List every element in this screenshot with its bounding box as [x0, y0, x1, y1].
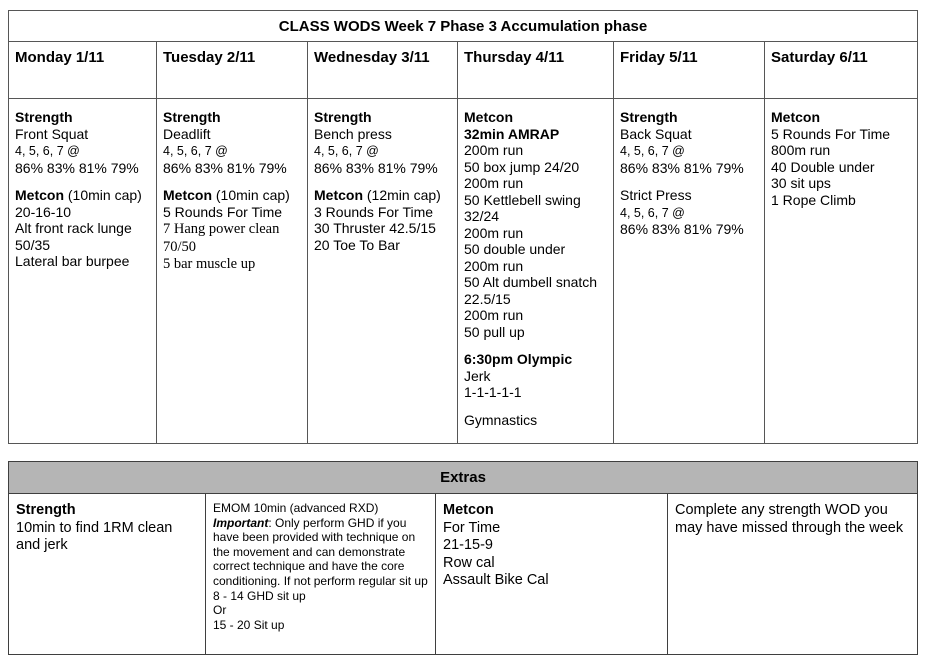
text-line: [464, 291, 609, 308]
day-header-thursday: Thursday 4/11: [458, 42, 614, 99]
text-segment: Important: [213, 515, 269, 530]
text-line: [314, 187, 453, 204]
text-line: [464, 274, 609, 291]
text-segment: 86% 83% 81% 79%: [314, 159, 438, 176]
text-segment: 15 - 20 Sit up: [213, 617, 285, 632]
text-segment: Strength: [16, 502, 76, 518]
title-row: [9, 11, 918, 42]
text-line: [464, 109, 609, 126]
extras-cell-missed-wod-note: [668, 494, 918, 655]
text-segment: Alt front rack lunge: [15, 220, 132, 236]
text-line: [464, 384, 609, 401]
text-segment: Metcon: [163, 187, 212, 203]
text-line: [443, 537, 661, 555]
text-segment: 70/50: [163, 238, 197, 255]
text-line: [163, 204, 303, 221]
text-segment: 50 double under: [464, 241, 566, 257]
text-line: [771, 192, 913, 209]
text-segment: Complete any strength WOD you may have missed through the week: [675, 502, 904, 536]
text-segment: Strength: [314, 109, 372, 125]
text-segment: 200m run: [464, 175, 524, 191]
text-segment: 800m run: [771, 142, 831, 158]
text-line: [15, 204, 152, 221]
text-segment: 10min to find 1RM clean and jerk: [16, 519, 173, 553]
text-line: [15, 187, 152, 204]
text-line: [620, 142, 760, 160]
text-segment: 50/35: [15, 236, 51, 253]
text-segment: 200m run: [464, 224, 524, 241]
text-segment: 7 Hang power clean: [163, 221, 280, 237]
text-segment: Strength: [620, 109, 678, 125]
weekly-schedule-table: [8, 10, 918, 444]
text-segment: Metcon: [443, 502, 494, 518]
text-segment: Front Squat: [15, 125, 89, 142]
text-segment: Strength: [15, 109, 73, 125]
text-segment: For Time: [443, 519, 501, 536]
text-line: [163, 142, 303, 160]
text-line: [314, 237, 453, 254]
text-line: [464, 412, 609, 429]
text-line: [464, 241, 609, 258]
day-header-row: [9, 42, 918, 99]
text-segment: 50 pull up: [464, 323, 525, 340]
text-line: [213, 516, 429, 589]
text-segment: 5 Rounds For Time: [163, 203, 283, 220]
text-line: [464, 258, 609, 275]
text-segment: 6:30pm Olympic: [464, 351, 573, 367]
text-segment: Assault Bike Cal: [443, 572, 549, 588]
text-line: [15, 176, 152, 187]
text-line: [163, 176, 303, 187]
text-segment: 40 Double under: [771, 158, 875, 175]
text-segment: Deadlift: [163, 125, 211, 142]
table-title: CLASS WODS Week 7 Phase 3 Accumulation phase: [9, 11, 918, 42]
text-segment: Metcon: [771, 109, 820, 125]
text-line: [163, 160, 303, 177]
text-segment: 86% 83% 81% 79%: [620, 221, 744, 237]
text-line: [771, 109, 913, 126]
text-line: [213, 618, 429, 633]
text-line: [443, 572, 661, 590]
text-segment: Back Squat: [620, 125, 692, 142]
day-cell-monday: [9, 99, 157, 444]
text-line: [163, 187, 303, 204]
text-segment: 50 Alt dumbell snatch: [464, 274, 598, 290]
text-segment: 8 - 14 GHD sit up: [213, 588, 306, 603]
text-segment: 30 sit ups: [771, 175, 831, 191]
text-line: [443, 520, 661, 538]
text-line: [620, 126, 760, 143]
text-line: [464, 225, 609, 242]
text-line: [314, 176, 453, 187]
text-segment: 22.5/15: [464, 290, 511, 307]
day-cell-friday: [614, 99, 765, 444]
text-segment: 4, 5, 6, 7 @: [620, 144, 685, 158]
text-line: [314, 109, 453, 126]
text-line: [464, 307, 609, 324]
text-line: [314, 160, 453, 177]
text-line: [675, 502, 911, 537]
text-line: [464, 126, 609, 143]
text-segment: 4, 5, 6, 7 @: [620, 205, 685, 220]
day-cell-wednesday: [308, 99, 458, 444]
text-line: [771, 126, 913, 143]
text-segment: Strict Press: [620, 187, 692, 203]
text-segment: 30 Thruster 42.5/15: [314, 220, 436, 236]
text-line: [163, 220, 303, 238]
text-segment: Metcon: [15, 187, 64, 203]
extras-cell-ghd-note: [206, 494, 436, 655]
text-segment: 5 Rounds For Time: [771, 125, 891, 142]
text-line: [15, 142, 152, 160]
text-line: [464, 340, 609, 351]
text-line: [771, 159, 913, 176]
text-segment: : Only perform GHD if you have been provided with technique on the movement and can demonstrate correct technique and have the core conditioning. If not perform regular sit up: [213, 515, 428, 588]
text-line: [163, 126, 303, 143]
text-line: [15, 109, 152, 126]
text-segment: 86% 83% 81% 79%: [163, 159, 287, 176]
day-header-friday: Friday 5/11: [614, 42, 765, 99]
day-cell-saturday: [765, 99, 918, 444]
text-line: [464, 401, 609, 412]
text-segment: Metcon: [314, 187, 363, 203]
text-line: [464, 159, 609, 176]
day-header-saturday: Saturday 6/11: [765, 42, 918, 99]
text-line: [771, 142, 913, 159]
extras-title: Extras: [9, 462, 918, 494]
text-segment: 1-1-1-1-1: [464, 384, 522, 400]
day-cell-tuesday: [157, 99, 308, 444]
text-line: [15, 237, 152, 254]
text-line: [464, 208, 609, 225]
text-line: [213, 603, 429, 618]
text-line: [213, 589, 429, 604]
text-segment: 3 Rounds For Time: [314, 203, 434, 220]
text-segment: (12min cap): [363, 187, 441, 203]
text-segment: Strength: [163, 109, 221, 125]
text-line: [163, 238, 303, 256]
text-segment: Bench press: [314, 125, 392, 142]
text-segment: 200m run: [464, 307, 524, 323]
day-header-wednesday: Wednesday 3/11: [308, 42, 458, 99]
text-line: [620, 160, 760, 177]
day-content-row: [9, 99, 918, 444]
text-segment: 50 Kettlebell swing: [464, 191, 581, 208]
text-segment: (10min cap): [212, 187, 290, 203]
text-line: [771, 175, 913, 192]
text-line: [620, 109, 760, 126]
text-line: [314, 142, 453, 160]
day-cell-thursday: [458, 99, 614, 444]
text-segment: Lateral bar burpee: [15, 253, 130, 269]
extras-title-row: [9, 462, 918, 494]
text-line: [620, 176, 760, 187]
text-line: [464, 351, 609, 368]
extras-cell-metcon: [436, 494, 668, 655]
text-segment: 32/24: [464, 208, 500, 224]
text-segment: 200m run: [464, 142, 524, 158]
text-line: [314, 204, 453, 221]
text-segment: Jerk: [464, 367, 491, 384]
text-segment: (10min cap): [64, 187, 142, 203]
text-line: [163, 255, 303, 273]
text-line: [15, 160, 152, 177]
text-line: [620, 187, 760, 204]
day-header-monday: Monday 1/11: [9, 42, 157, 99]
text-segment: Gymnastics: [464, 411, 538, 428]
text-line: [464, 175, 609, 192]
text-line: [443, 555, 661, 573]
text-segment: 86% 83% 81% 79%: [620, 159, 744, 176]
text-line: [15, 253, 152, 270]
text-segment: 50 box jump 24/20: [464, 158, 580, 175]
text-line: [464, 142, 609, 159]
text-line: [15, 126, 152, 143]
text-segment: 86% 83% 81% 79%: [15, 159, 139, 176]
text-line: [314, 220, 453, 237]
text-segment: 4, 5, 6, 7 @: [163, 144, 228, 158]
text-line: [15, 220, 152, 237]
text-line: [620, 204, 760, 222]
day-header-tuesday: Tuesday 2/11: [157, 42, 308, 99]
text-line: [464, 192, 609, 209]
text-line: [314, 126, 453, 143]
text-segment: 4, 5, 6, 7 @: [314, 144, 379, 158]
extras-table: [8, 461, 918, 655]
text-segment: 32min AMRAP: [464, 125, 560, 142]
text-segment: Or: [213, 603, 227, 618]
text-segment: 21-15-9: [443, 537, 493, 553]
text-line: [16, 502, 199, 520]
text-line: [443, 502, 661, 520]
text-line: [213, 501, 429, 516]
text-segment: 4, 5, 6, 7 @: [15, 144, 80, 158]
extras-content-row: [9, 494, 918, 655]
text-line: [620, 221, 760, 238]
text-line: [464, 324, 609, 341]
text-line: [464, 368, 609, 385]
text-segment: 20-16-10: [15, 203, 72, 220]
text-line: [163, 109, 303, 126]
text-segment: Metcon: [464, 109, 513, 125]
text-line: [16, 520, 199, 555]
text-segment: Row cal: [443, 554, 495, 571]
text-segment: 200m run: [464, 257, 524, 274]
extras-cell-strength: [9, 494, 206, 655]
text-segment: EMOM 10min (advanced RXD): [213, 501, 379, 515]
text-segment: 5 bar muscle up: [163, 256, 256, 272]
text-segment: 1 Rope Climb: [771, 191, 856, 208]
text-segment: 20 Toe To Bar: [314, 236, 400, 253]
